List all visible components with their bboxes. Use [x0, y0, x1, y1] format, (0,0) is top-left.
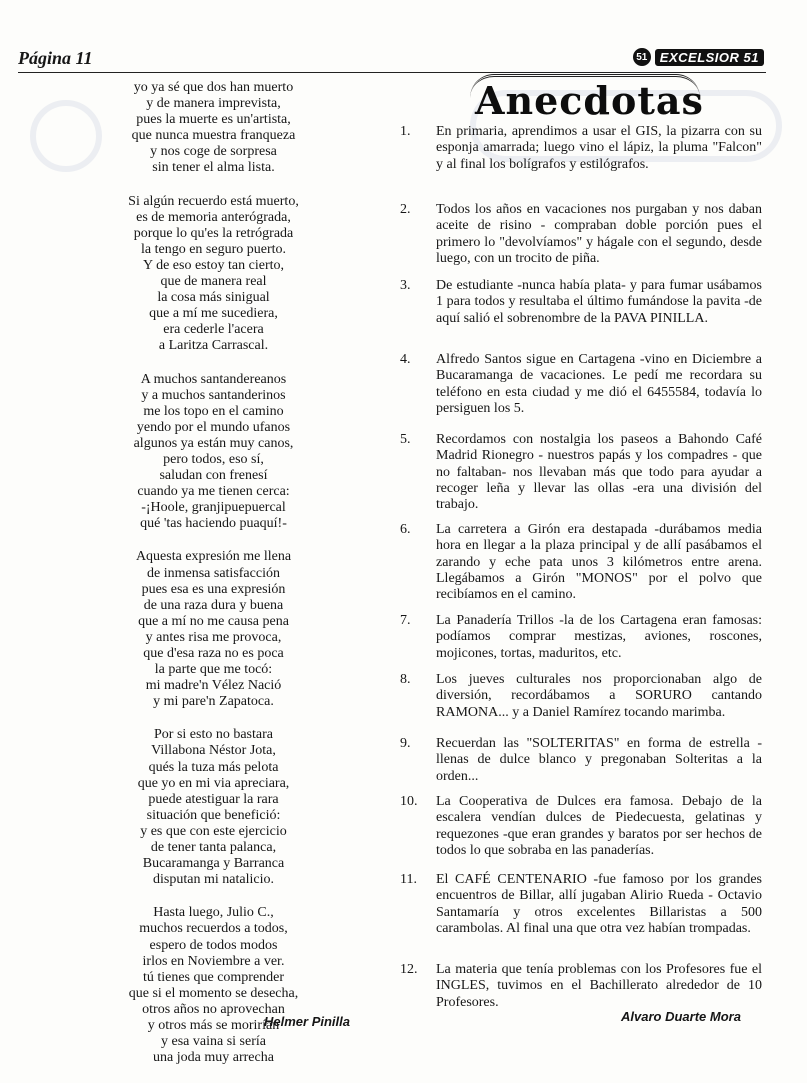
poem-line: Aquesta expresión me llena — [135, 549, 292, 565]
anecdotes-title: Anecdotas — [475, 78, 704, 123]
poem-line: irlos en Noviembre a ver. — [142, 953, 285, 969]
poem-author: Helmer Pinilla — [264, 1014, 350, 1029]
poem-line: puede atestiguar la rara — [148, 791, 279, 807]
poem-line: saludan con frenesí — [159, 468, 268, 484]
anecdote-number: 12. — [400, 962, 418, 977]
poem-line: y de manera imprevista, — [146, 96, 281, 112]
anecdote-item — [400, 522, 762, 603]
poem-line: Si algún recuerdo está muerto, — [128, 193, 299, 209]
poem-column — [76, 80, 351, 1083]
anecdote-item — [400, 124, 762, 173]
poem-line: de inmensa satisfacción — [147, 565, 280, 581]
poem-line: que d'esa raza no es poca — [143, 646, 284, 661]
anecdote-number: 3. — [400, 278, 411, 293]
anecdote-text: En primaria, aprendimos a usar el GIS, la pizarra con su esponja amarrada; luego vino el lápiz, la pluma "Falcon" y al final los bolígrafos y estilógrafos. — [436, 124, 762, 172]
poem-line: muchos recuerdos a todos, — [139, 921, 288, 937]
poem-line: qué 'tas haciendo puaquí!- — [140, 516, 287, 532]
anecdote-item — [400, 613, 762, 662]
anecdote-text: Alfredo Santos sigue en Cartagena -vino en Diciembre a Bucaramanga de vacaciones. Le pedí me recordara su teléfono en esta ciudad y me dió el 6455584, todavía lo persiguen los 5. — [436, 352, 762, 416]
poem-line: y mi pare'n Zapatoca. — [153, 694, 274, 710]
poem-line: de tener tanta palanca, — [150, 840, 277, 856]
poem-line: Hasta luego, Julio C., — [153, 905, 274, 921]
poem-line: de una raza dura y buena — [143, 597, 284, 613]
anecdote-number: 1. — [400, 124, 411, 139]
poem-line: que si el momento se desecha, — [128, 985, 299, 1001]
anecdote-number: 9. — [400, 736, 411, 751]
logo-wordmark: EXCELSIOR 51 — [655, 49, 764, 66]
anecdote-item — [400, 432, 762, 513]
poem-line: -¡Hoole, granjipuepuercal — [141, 500, 286, 516]
poem-line: la parte que me tocó: — [154, 662, 273, 678]
logo-emblem-icon: 51 — [633, 48, 651, 66]
poem-line: tú tienes que comprender — [142, 969, 285, 985]
poem-line: Y de eso estoy tan cierto, — [143, 257, 284, 273]
anecdote-text: La carretera a Girón era destapada -durábamos media hora en llegar a la plaza principal y de allí pasábamos el zarando y eche pata unos 3 kilómetros entre arena. Llegábamos a Girón "MONOS" por el polvo que recibíamos en el camino. — [436, 522, 762, 603]
poem-stanza — [76, 80, 351, 177]
poem-line: y esa vaina si sería — [161, 1034, 266, 1050]
anecdote-item — [400, 962, 762, 1011]
poem-stanza — [76, 727, 351, 888]
anecdote-item — [400, 352, 762, 417]
anecdote-text: La Cooperativa de Dulces era famosa. Debajo de la escalera vendían dulces de Piedecuesta, gelatinas y requezones -que eran grandes y baratos por ser hechos de todos lo que sobraba en las panaderías. — [436, 794, 762, 858]
anecdote-item — [400, 794, 762, 859]
anecdote-item — [400, 672, 762, 721]
poem-line: Villabona Néstor Jota, — [151, 743, 276, 759]
poem-line: pues esa es una expresión — [141, 581, 286, 597]
anecdote-number: 7. — [400, 613, 411, 628]
anecdote-item — [400, 736, 762, 785]
poem-line: espero de todos modos — [149, 937, 278, 953]
poem-line: una joda muy arrecha — [153, 1050, 274, 1066]
poem-line: sin tener el alma lista. — [152, 160, 275, 176]
poem-stanza — [76, 194, 351, 355]
poem-line: otros años no aprovechan — [142, 1001, 285, 1017]
poem-line: que nunca muestra franqueza — [131, 128, 296, 144]
poem-line: me los topo en el camino — [143, 403, 284, 419]
poem-line: pero todos, eso sí, — [163, 451, 264, 467]
poem-stanza — [76, 372, 351, 533]
poem-line: que yo en mi via apreciara, — [137, 775, 290, 791]
poem-line: A muchos santandereanos — [140, 371, 287, 387]
anecdote-number: 10. — [400, 794, 418, 809]
poem-line: y antes risa me provoca, — [145, 629, 282, 645]
poem-line: la cosa más sinigual — [157, 290, 270, 306]
poem-line: yendo por el mundo ufanos — [136, 419, 291, 435]
poem-line: era cederle l'acera — [163, 322, 264, 338]
poem-line: pues la muerte es un'artista, — [136, 112, 291, 128]
poem-line: es de memoria anterógrada, — [136, 209, 291, 225]
anecdote-text: La materia que tenía problemas con los Profesores fue el INGLES, tuvimos en el Bachillerato alrededor de 10 Profesores. — [436, 962, 762, 1010]
poem-line: qués la tuza más pelota — [148, 759, 279, 775]
anecdote-number: 8. — [400, 672, 411, 687]
anecdotes-author: Alvaro Duarte Mora — [621, 1009, 741, 1024]
anecdote-number: 4. — [400, 352, 411, 367]
anecdote-text: La Panadería Trillos -la de los Cartagena eran famosas: podíamos comprar mestizas, aviones, roscones, mojicones, tortas, maduritos, etc. — [436, 613, 762, 661]
poem-line: situación que benefició: — [146, 807, 281, 823]
anecdote-text: Recordamos con nostalgia los paseos a Bahondo Café Madrid Rionegro - nuestros papás y los compadres - que no faltaban- nos llevaban más que todo para ayudar a recoger leña y llevar las ollas -era una división del trabajo. — [436, 432, 762, 513]
poem-line: que a mí no me causa pena — [138, 613, 289, 629]
poem-line: y otros más se morirían — [147, 1017, 280, 1033]
anecdote-item — [400, 202, 762, 267]
anecdote-text: El CAFÉ CENTENARIO -fue famoso por los grandes encuentros de Billar, allí jugaban Alirio Rueda - Octavio Santamaría y otros excelentes Billaristas a 500 carambolas. Al final una que otra vez habían trompadas. — [436, 872, 762, 936]
anecdote-item — [400, 872, 762, 937]
poem-line: cuando ya me tienen cerca: — [137, 484, 290, 500]
anecdote-number: 5. — [400, 432, 411, 447]
poem-stanza — [76, 905, 351, 1066]
anecdote-number: 11. — [400, 872, 417, 887]
anecdote-text: Los jueves culturales nos proporcionaban algo de diversión, recordábamos a SORURO cantando RAMONA... y a Daniel Ramírez tocando marimba. — [436, 672, 762, 720]
poem-stanza — [76, 549, 351, 710]
poem-line: yo ya sé que dos han muerto — [133, 80, 294, 95]
poem-line: a Laritza Carrascal. — [158, 338, 269, 354]
poem-line: que de manera real — [160, 274, 267, 290]
poem-line: algunos ya están muy canos, — [133, 435, 294, 451]
poem-line: disputan mi natalicio. — [153, 872, 274, 888]
poem-line: porque lo qu'es la retrógrada — [133, 225, 294, 241]
anecdote-text: Todos los años en vacaciones nos purgaban y nos daban aceite de risino - compraban doble porción pues el primero lo "devolvíamos" y hágale con el segundo, desde luego, con un trocito de piña. — [436, 202, 762, 266]
poem-line: que a mí me sucediera, — [149, 306, 278, 322]
poem-line: y nos coge de sorpresa — [150, 144, 277, 160]
magazine-logo — [633, 46, 764, 68]
poem-line: y es que con este ejercicio — [140, 823, 287, 839]
page-number: Página 11 — [18, 48, 93, 68]
poem-line: Bucaramanga y Barranca — [142, 856, 285, 872]
poem-line: Por si esto no bastara — [154, 727, 273, 743]
anecdote-text: De estudiante -nunca había plata- y para fumar usábamos 1 para todos y resultaba el último fumándose la pavita -de aquí salió el sobrenombre de la PAVA PINILLA. — [436, 278, 762, 326]
anecdote-item — [400, 278, 762, 327]
poem-line: y a muchos santanderinos — [141, 387, 286, 403]
anecdote-number: 6. — [400, 522, 411, 537]
anecdote-number: 2. — [400, 202, 411, 217]
page-header — [18, 46, 766, 73]
anecdote-text: Recuerdan las "SOLTERITAS" en forma de estrella - llenas de dulce blanco y pregonaban Solteritas a la orden... — [436, 736, 762, 784]
poem-line: la tengo en seguro puerto. — [140, 241, 286, 257]
poem-line: mi madre'n Vélez Nació — [145, 678, 282, 694]
